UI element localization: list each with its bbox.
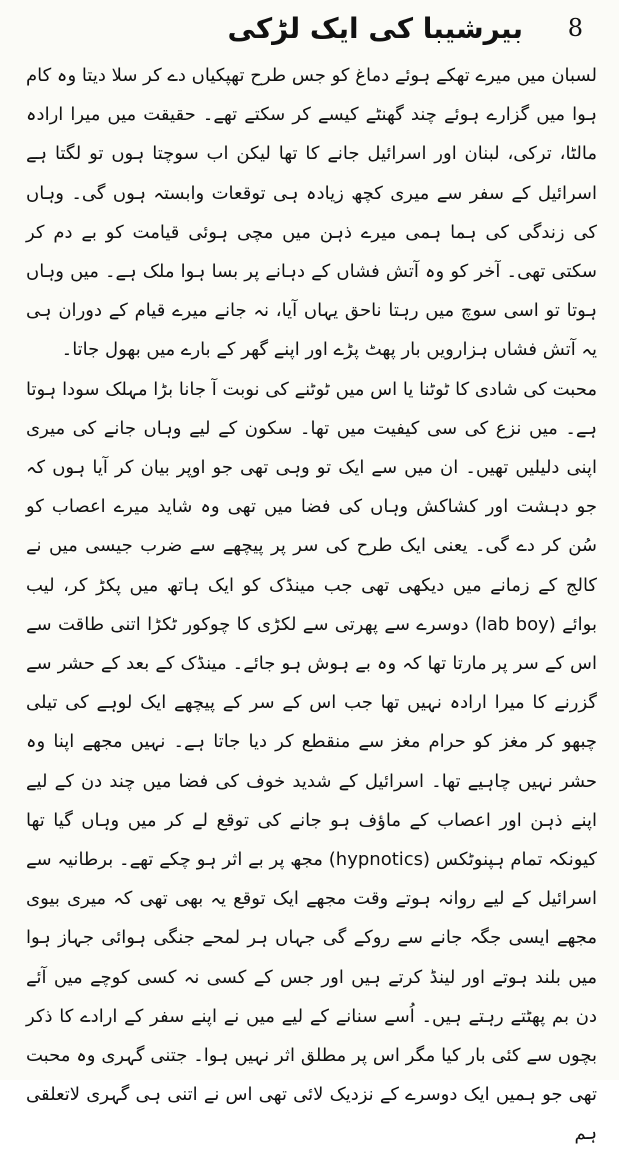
body-paragraph: محبت کی شادی کا ٹوٹنا یا اس میں ٹوٹنے کی نوبت آ جانا بڑا مہلک سودا ہوتا ہے۔ میں نزع کی سی کیفیت میں تھا۔ سکون کے لیے وہاں جانے کی میری اپنی دلیلیں تھیں۔ ان میں سے ایک تو وہی تھی جو اوپر بیان کر آیا ہوں کہ جو دہشت اور کشاکش وہاں کی فضا میں تھی وہ شاید میرے اعصاب کو سُن کر دے گی۔ یعنی ایک طرح کی سر پر پیچھے سے ضرب جیسی میں نے کالج کے زمانے میں دیکھی تھی جب مینڈک کو ایک ہاتھ میں پکڑ کر، لیب بوائے (lab boy) دوسرے سے پھرتی سے لکڑی کا چوکور ٹکڑا اتنی طاقت سے اس کے سر پر مارتا تھا کہ وہ بے ہوش ہو جائے۔ مینڈک کے بعد کے حشر سے گزرنے کا میرا ارادہ نہیں تھا جب اس کے سر کے پیچھے ایک لوہے کی تیلی چبھو کر مغز کو حرام مغز سے منقطع کر دیا جاتا ہے۔ نہیں مجھے اپنا وہ حشر نہیں چاہیے تھا۔ اسرائیل کے شدید خوف کی فضا میں چند دن کے لیے اپنے ذہن اور اعصاب کے ماؤف ہو جانے کی توقع لے کر میں وہاں گیا تھا کیونکہ تمام ہپنوٹکس (hypnotics) مجھ پر بے اثر ہو چکے تھے۔ برطانیہ سے اسرائیل کے لیے روانہ ہوتے وقت مجھے ایک توقع یہ بھی تھی کہ میری بیوی مجھے ایسی جگہ جانے سے روکے گی جہاں ہر لمحے جنگی ہوائی جہاز ہوا میں بلند ہوتے اور لینڈ کرتے ہیں اور جس کے کسی نہ کسی کوچے میں آئے دن بم پھٹتے رہتے ہیں۔ اُسے سنانے کے لیے میں نے اپنے سفر کے ارادے کا ذکر بچوں سے کئی بار کیا مگر اس پر مطلق اثر نہیں ہوا۔ جتنی گہری وہ محبت تھی جو ہمیں ایک دوسرے کے نزدیک لائی تھی اس نے اتنی ہی گہری لاتعلقی ہم (26, 378, 598, 1145)
page-title: بیرشیبا کی ایک لڑکی (227, 12, 523, 45)
page-header (26, 14, 597, 56)
body-paragraph: لسبان میں میرے تھکے ہوئے دماغ کو جس طرح تھپکیاں دے کر سلا دیتا وہ کام ہوا میں گزارے ہوئے چند گھنٹے کیسے کر سکتے تھے۔ حقیقت میں میرا ارادہ مالٹا، ترکی، لبنان اور اسرائیل جانے کا تھا لیکن اب سوچتا ہوں تو لگتا ہے اسرائیل کے سفر سے میری کچھ زیادہ ہی توقعات وابستہ ہوں گی۔ وہاں کی زندگی کی ہما ہمی میرے ذہن میں مچی ہوئی قیامت کو بے دم کر سکتی تھی۔ آخر کو وہ آتش فشاں کے دہانے پر بسا ہوا ملک ہے۔ میں وہاں ہوتا تو اسی سوچ میں رہتا ناحق یہاں آیا، نہ جانے میرے قیام کے دوران ہی یہ آتش فشاں ہزارویں بار پھٹ پڑے اور اپنے گھر کے بارے میں بھول جاتا۔ (26, 65, 597, 361)
page-body-text (26, 56, 597, 1154)
page-number: 8 (567, 14, 583, 42)
